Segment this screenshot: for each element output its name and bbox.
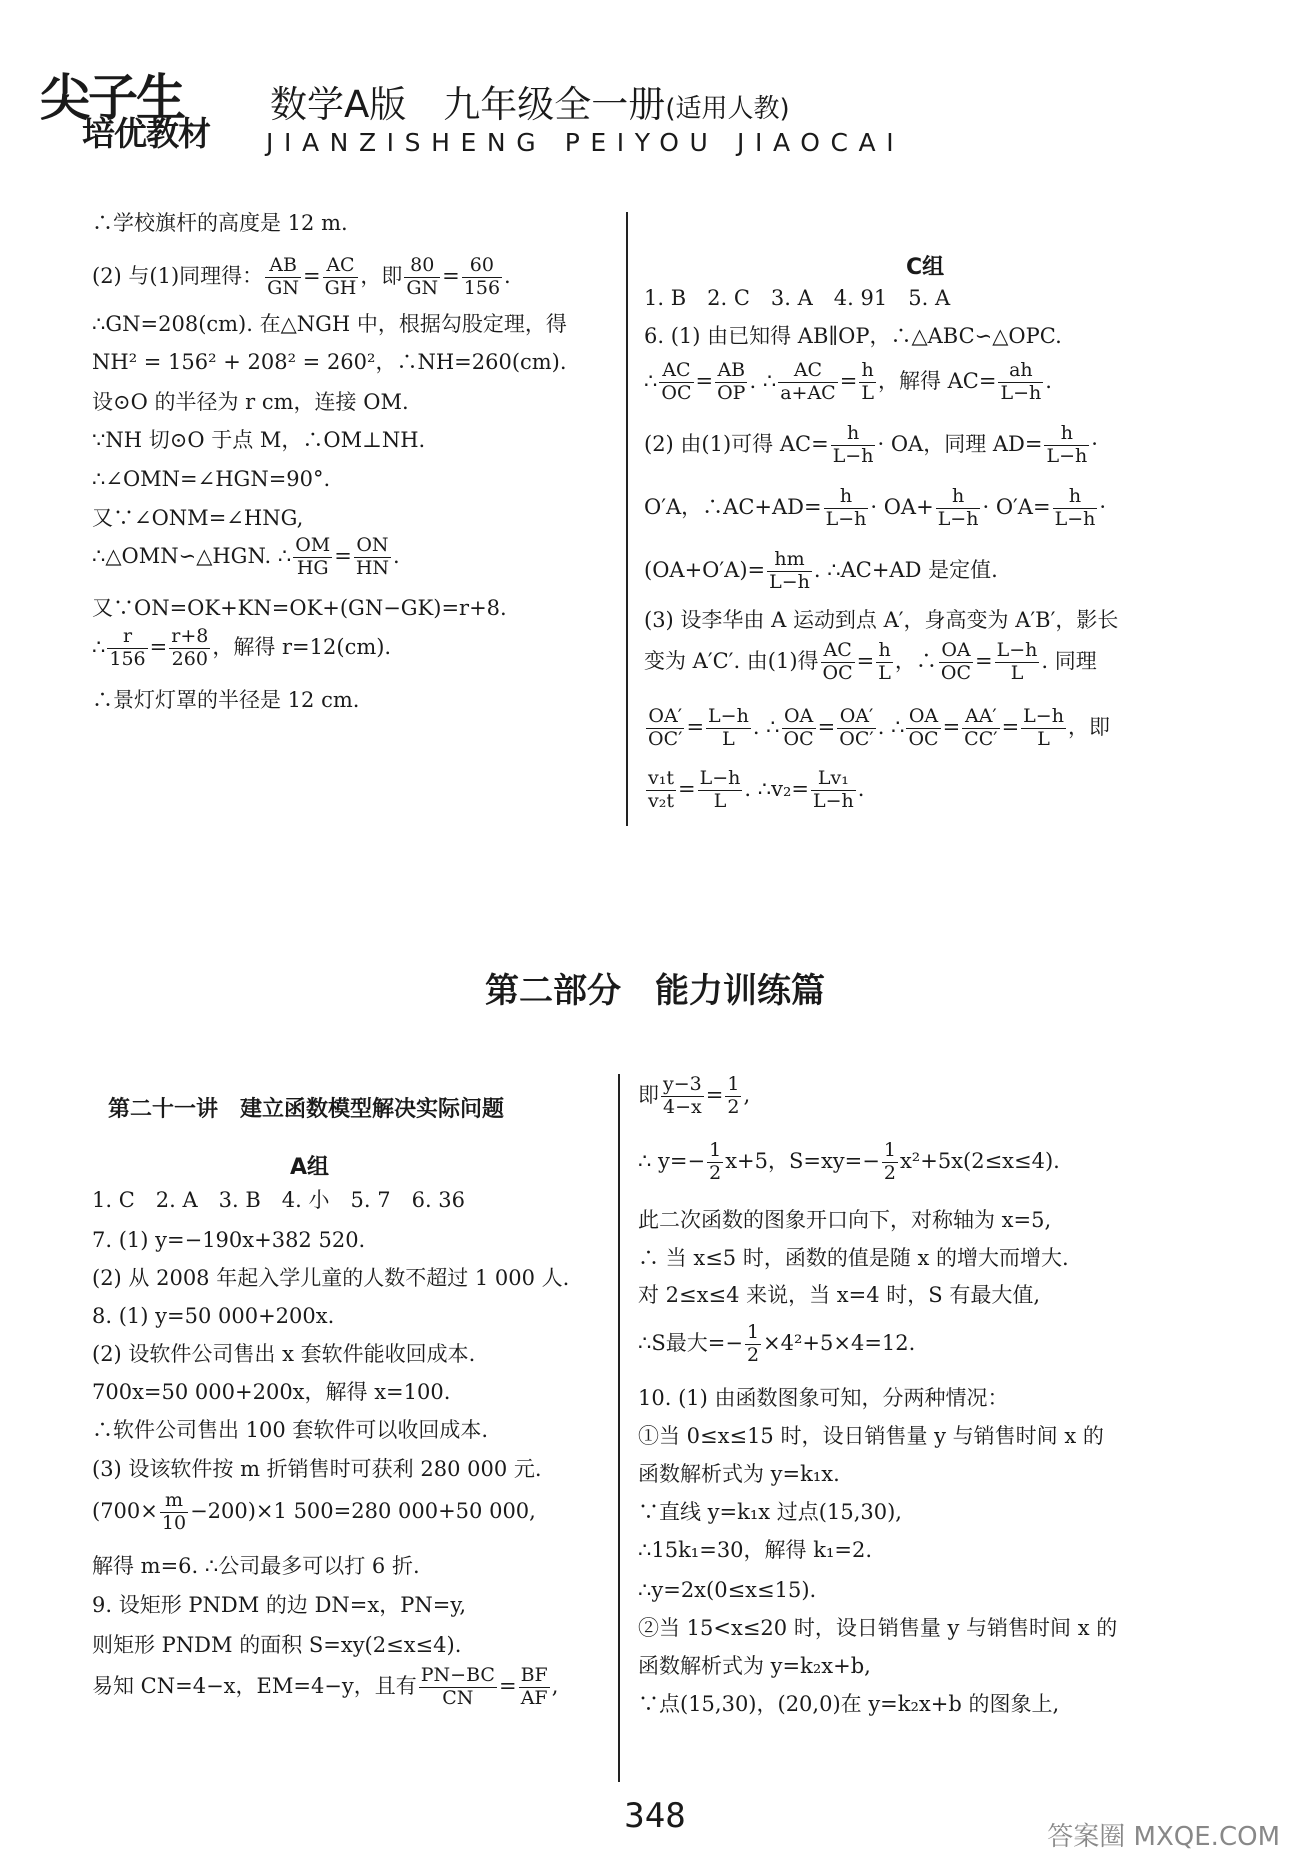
text-line: ∵直线 y=k₁x 过点(15,30), — [638, 1500, 902, 1524]
text-line: 对 2≤x≤4 来说，当 x=4 时，S 有最大值, — [638, 1283, 1040, 1307]
fraction: $\frac{80}{GN}$ — [406, 254, 439, 299]
text-line: ∴y=2x(0≤x≤15). — [638, 1578, 817, 1602]
group-c-heading: C组 — [906, 255, 945, 280]
text-line: ①当 0≤x≤15 时，设日销售量 y 与销售时间 x 的 — [638, 1424, 1104, 1448]
fraction: $\frac{h}{L-h}$ — [832, 422, 874, 467]
fraction: $\frac{m}{10}$ — [161, 1489, 187, 1534]
fraction: $\frac{AC}{OC}$ — [822, 639, 853, 684]
part-title: 第二部分 能力训练篇 — [485, 971, 825, 1011]
fraction: $\frac{y-3}{4-x}$ — [663, 1073, 702, 1118]
text-line: 9. 设矩形 PNDM 的边 DN=x，PN=y, — [92, 1593, 467, 1617]
text-line: (2) 与(1)同理得： $\frac{AB}{GN}$ = $\frac{AC}{GH}$ ，即 $\frac{80}{GN}$ = $\frac{60}{156}$ . — [92, 254, 511, 299]
fraction: $\frac{OA}{OC}$ — [783, 705, 814, 750]
text-line: (2) 设软件公司售出 x 套软件能收回成本. — [92, 1342, 476, 1366]
text-line: 即 $\frac{y-3}{4-x}$ = $\frac{1}{2}$ , — [638, 1073, 751, 1118]
fraction: $\frac{OA'}{OC'}$ — [648, 705, 683, 750]
text-line: $\frac{OA'}{OC'}$ = $\frac{L-h}{L}$ . ∴ $\frac{OA}{OC}$ = $\frac{OA'}{OC'}$ . ∴ $\frac{OA}{OC}$ = $\frac{AA'}{CC'}$ = $\frac{L-h}{L}$ ，即 — [648, 705, 1110, 750]
text-line: (3) 设李华由 A 运动到点 A′，身高变为 A′B′，影长 — [644, 608, 1119, 632]
page-number: 348 — [624, 1796, 686, 1836]
text-line: ②当 15<x≤20 时，设日销售量 y 与销售时间 x 的 — [638, 1616, 1118, 1640]
text-line: ∴△OMN∽△HGN. ∴ $\frac{OM}{HG}$ = $\frac{ON}{HN}$ . — [92, 534, 400, 579]
text-line: 函数解析式为 y=k₂x+b, — [638, 1654, 871, 1678]
text-line: (2) 由(1)可得 AC= $\frac{h}{L-h}$ · OA，同理 AD= $\frac{h}{L-h}$ · — [644, 422, 1098, 467]
text-line: ∴ $\frac{AC}{OC}$ = $\frac{AB}{OP}$ . ∴ $\frac{AC}{a+AC}$ = $\frac{h}{L}$ ，解得 AC= $\frac{ah}{L-h}$ . — [644, 359, 1052, 404]
logo-line1: 尖子生 — [40, 69, 184, 127]
text-line: ∴景灯灯罩的半径是 12 cm. — [92, 688, 360, 712]
text-line: ∵NH 切⊙O 于点 M，∴OM⊥NH. — [92, 428, 426, 452]
text-line: ∴软件公司售出 100 套软件可以收回成本. — [92, 1418, 489, 1442]
fraction: $\frac{PN-BC}{CN}$ — [420, 1664, 495, 1709]
watermark: 答案圈 MXQE.COM — [1047, 1822, 1280, 1852]
fraction: $\frac{h}{L-h}$ — [825, 485, 867, 530]
fraction: $\frac{AC}{OC}$ — [661, 359, 692, 404]
fraction: $\frac{1}{2}$ — [727, 1073, 740, 1118]
fraction: $\frac{1}{2}$ — [746, 1321, 760, 1366]
fraction: $\frac{ah}{L-h}$ — [1000, 359, 1042, 404]
text-line: (2) 从 2008 年起入学儿童的人数不超过 1 000 人. — [92, 1266, 570, 1290]
fraction: $\frac{60}{156}$ — [463, 254, 501, 299]
text-line: 函数解析式为 y=k₁x. — [638, 1462, 840, 1486]
fraction: $\frac{r+8}{260}$ — [171, 625, 209, 670]
logo-line2: 培优教材 — [82, 114, 210, 153]
text-line: 700x=50 000+200x，解得 x=100. — [92, 1380, 451, 1404]
fraction: $\frac{OM}{HG}$ — [295, 534, 331, 579]
fraction: $\frac{ON}{HN}$ — [355, 534, 390, 579]
fraction: $\frac{\text{v₁t}}{\text{v₂t}}$ — [648, 767, 674, 812]
text-line: ∴GN=208(cm). 在△NGH 中，根据勾股定理，得 — [92, 312, 567, 336]
text-line: 则矩形 PNDM 的面积 S=xy(2≤x≤4). — [92, 1633, 462, 1657]
fraction: $\frac{\text{Lv₁}}{L-h}$ — [812, 767, 854, 812]
text-line: 又∵∠ONM=∠HNG, — [92, 506, 304, 530]
book-pinyin: JIANZISHENG PEIYOU JIAOCAI — [266, 128, 905, 157]
fraction: $\frac{L-h}{L}$ — [699, 767, 741, 812]
text-line: ∴S最大=− $\frac{1}{2}$ ×4²+5×4=12. — [638, 1321, 916, 1366]
text-line: 10. (1) 由函数图象可知，分两种情况： — [638, 1386, 1009, 1410]
book-title-sub: (适用人教) — [665, 94, 790, 124]
fraction: $\frac{OA}{OC}$ — [940, 639, 972, 684]
text-line: (OA+O′A)= $\frac{hm}{L-h}$ . ∴AC+AD 是定值. — [644, 548, 998, 593]
text-line: 7. (1) y=−190x+382 520. — [92, 1228, 366, 1252]
fraction: $\frac{hm}{L-h}$ — [769, 548, 810, 593]
text-line: NH² = 156² + 208² = 260²，∴NH=260(cm). — [92, 350, 567, 374]
fraction: $\frac{h}{L}$ — [861, 359, 874, 404]
fraction: $\frac{L-h}{L}$ — [1023, 705, 1064, 750]
fraction: $\frac{1}{2}$ — [709, 1139, 722, 1184]
fraction: $\frac{AA'}{CC'}$ — [964, 705, 998, 750]
text-line: ∴ 当 x≤5 时，函数的值是随 x 的增大而增大. — [638, 1246, 1069, 1270]
fraction: $\frac{OA}{OC}$ — [908, 705, 939, 750]
text-line: ∴学校旗杆的高度是 12 m. — [92, 211, 348, 235]
text-line: 变为 A′C′. 由(1)得 $\frac{AC}{OC}$ = $\frac{h}{L}$ ，∴ $\frac{OA}{OC}$ = $\frac{L-h}{L}$ . 同理 — [644, 639, 1097, 684]
text-line: ∵点(15,30)，(20,0)在 y=k₂x+b 的图象上, — [638, 1692, 1060, 1716]
fraction: $\frac{AC}{a+AC}$ — [780, 359, 836, 404]
text-line: O′A，∴AC+AD= $\frac{h}{L-h}$ · OA+ $\frac{h}{L-h}$ · O′A= $\frac{h}{L-h}$ · — [644, 485, 1107, 530]
text-line: 此二次函数的图象开口向下，对称轴为 x=5, — [638, 1208, 1052, 1232]
fraction: $\frac{OA'}{OC'}$ — [839, 705, 874, 750]
text-line: 又∵ON=OK+KN=OK+(GN−GK)=r+8. — [92, 596, 507, 620]
lecture-title: 第二十一讲 建立函数模型解决实际问题 — [108, 1097, 505, 1122]
fraction: $\frac{h}{L-h}$ — [1054, 485, 1096, 530]
fraction: $\frac{h}{L-h}$ — [937, 485, 979, 530]
column-divider-top — [626, 212, 628, 826]
fraction: $\frac{AC}{GH}$ — [324, 254, 357, 299]
text-line: (700× $\frac{m}{10}$ −200)×1 500=280 000+50 000, — [92, 1489, 536, 1534]
text-line: 解得 m=6. ∴公司最多可以打 6 折. — [92, 1554, 420, 1578]
text-line: 1. B 2. C 3. A 4. 91 5. A — [644, 286, 951, 310]
text-line: 易知 CN=4−x，EM=4−y，且有 $\frac{PN-BC}{CN}$ = $\frac{BF}{AF}$ , — [92, 1664, 559, 1709]
text-line: (3) 设该软件按 m 折销售时可获利 280 000 元. — [92, 1457, 542, 1481]
fraction: $\frac{h}{L}$ — [878, 639, 891, 684]
fraction: $\frac{L-h}{L}$ — [708, 705, 749, 750]
publisher-logo — [40, 58, 230, 153]
group-a-heading: A组 — [290, 1155, 330, 1180]
fraction: $\frac{1}{2}$ — [883, 1139, 896, 1184]
fraction: $\frac{r}{156}$ — [109, 625, 146, 670]
text-line: ∴∠OMN=∠HGN=90°. — [92, 467, 331, 491]
text-line: ∴ y=− $\frac{1}{2}$ x+5，S=xy=− $\frac{1}{2}$ x²+5x(2≤x≤4). — [638, 1139, 1060, 1184]
text-line: 6. (1) 由已知得 AB∥OP，∴△ABC∽△OPC. — [644, 324, 1062, 348]
text-line: ∴ $\frac{r}{156}$ = $\frac{r+8}{260}$ ，解得 r=12(cm). — [92, 625, 392, 670]
text-line: 设⊙O 的半径为 r cm，连接 OM. — [92, 390, 409, 414]
fraction: $\frac{BF}{AF}$ — [520, 1664, 548, 1709]
text-line: $\frac{\text{v₁t}}{\text{v₂t}}$ = $\frac{L-h}{L}$ . ∴v₂= $\frac{\text{Lv₁}}{L-h}$ . — [648, 767, 865, 812]
fraction: $\frac{L-h}{L}$ — [996, 639, 1038, 684]
text-line: 1. C 2. A 3. B 4. 小 5. 7 6. 36 — [92, 1188, 466, 1212]
fraction: $\frac{h}{L-h}$ — [1046, 422, 1088, 467]
text-line: ∴15k₁=30，解得 k₁=2. — [638, 1538, 872, 1562]
book-title: 数学A版 九年级全一册(适用人教) — [270, 83, 790, 126]
fraction: $\frac{AB}{OP}$ — [717, 359, 746, 404]
column-divider-bottom — [618, 1074, 620, 1782]
text-line: 8. (1) y=50 000+200x. — [92, 1304, 335, 1328]
fraction: $\frac{AB}{GN}$ — [267, 254, 299, 299]
